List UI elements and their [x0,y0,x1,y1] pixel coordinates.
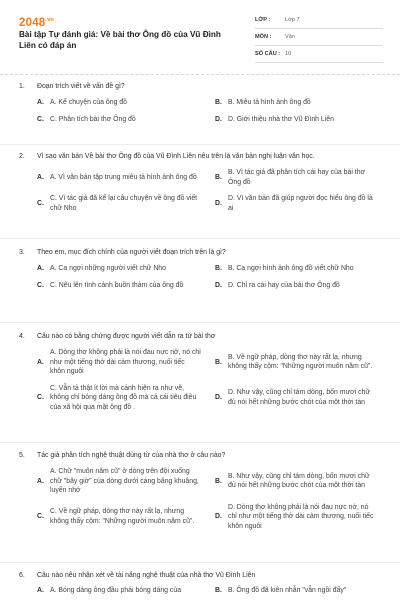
option-text: B. Ca ngợi hình ảnh ông đồ viết chữ Nho [228,265,354,272]
option-letter: B. [215,358,222,366]
option-letter: A. [37,477,44,485]
option-text: D. Chỉ ra cái hay của bài thơ Ông đồ [228,281,340,289]
answer-option-b[interactable] [215,586,383,596]
meta-label: MÔN : [255,34,272,40]
answer-option-a[interactable] [37,348,205,377]
answer-option-d[interactable] [215,503,383,532]
option-letter: B. [215,173,222,181]
question-2 [19,152,383,220]
option-text: D. Như vậy, cũng chỉ tám dòng, bốn mươi chữ đủ nói hết những bước chót của một thời tàn [228,389,370,406]
question-6 [19,571,383,600]
question-number: 4. [19,333,25,340]
answer-options [37,168,383,220]
option-text: A. Vì văn bản tập trung miêu tả hình ảnh ông đồ [50,173,197,181]
option-letter: A. [37,265,44,272]
meta-subject [255,29,383,46]
option-letter: C. [37,513,44,520]
question-number: 3. [19,249,25,256]
answer-option-a[interactable] [37,467,205,496]
question-divider [0,562,400,563]
option-letter: D. [215,199,222,207]
option-text: C. Vẫn tả thật ít lời mà cảnh hiện ra như vẽ, không chỉ bóng dáng ông đồ mà cả cái tiêu điều của xã hội qua mặt ông đồ . [50,384,197,411]
answer-option-c[interactable] [37,115,205,125]
option-text: D. Dòng thơ không phải là nói đau nực nở, nó chỉ như một tiếng thở dài cảm thương, nuối tiếc khôn nguôi [228,503,374,530]
answer-option-b[interactable] [215,348,383,377]
question-divider [0,238,400,239]
question-1 [19,82,383,131]
option-letter: C. [37,199,44,207]
option-letter: A. [37,173,44,181]
meta-value: Văn [285,34,295,40]
answer-option-d[interactable] [215,281,383,291]
option-letter: D. [215,394,222,401]
question-stem [19,248,383,257]
option-text: C. Về ngữ pháp, dòng thơ này rất lạ, nhưng không thấy cộm: "Những người muôn năm cũ". [50,508,195,525]
answer-option-a[interactable] [37,98,205,108]
answer-option-a[interactable] [37,168,205,187]
answer-option-b[interactable] [215,467,383,496]
question-text: Tác giả phân tích nghệ thuật dùng từ của nhà thơ ở câu nào? [37,452,226,459]
option-text: C. Nêu lên tình cảnh buồn thảm của ông đồ [50,281,184,289]
option-letter: D. [215,513,222,520]
question-stem [19,152,383,161]
question-5 [19,451,383,538]
question-number: 6. [19,572,25,579]
option-letter: C. [37,281,44,289]
answer-option-d[interactable] [215,384,383,413]
question-stem [19,571,383,580]
worksheet-meta [255,12,383,63]
option-text: C. Phân tích bài thơ Ông đồ [50,115,136,123]
option-text: A. Kể chuyện của ông đồ [50,99,128,106]
meta-value: Lớp 7 [285,17,300,23]
answer-options [37,98,383,131]
question-text: Theo em, mục đích chính của người viết đoạn trích trên là gì? [37,249,226,256]
option-letter: B. [215,477,222,485]
answer-option-b[interactable] [215,98,383,108]
answer-options [37,586,383,600]
header-divider [0,74,400,75]
page-title: Bài tập Tự đánh giá: Về bài thơ Ông đồ của Vũ Đình Liên có đáp án [19,30,221,50]
question-divider [0,442,400,443]
question-number: 1. [19,83,25,90]
question-text: Câu nào nêu nhận xét về tài năng nghệ thuật của nhà thơ Vũ Đình Liên [37,572,256,579]
option-letter: B. [215,265,222,272]
option-text: D. Giới thiệu nhà thơ Vũ Đình Liên [228,115,334,123]
answer-option-b[interactable] [215,168,383,187]
option-text: B. Như vậy, cũng chỉ tám dòng, bốn mươi chữ đủ nói hết những bước chót của một thời tàn [228,472,370,490]
option-text: A. Chữ "muôn năm cũ" ở dòng trên đội xuống chữ "bây giờ" của dòng dưới càng bâng khuâng, luyến nhớ [50,468,199,494]
question-text: Vì sao văn bản Về bài thơ Ông đồ của Vũ Đình Liên nêu trên là văn bản nghị luận văn học. [37,153,315,160]
question-number: 5. [19,452,25,459]
option-letter: D. [215,115,222,123]
option-letter: B. [215,587,222,594]
question-stem [19,451,383,460]
option-text: C. Vì tác giả đã kể lại câu chuyện về ông đồ viết chữ Nho [50,195,198,212]
option-letter: A. [37,587,44,594]
site-logo[interactable] [19,17,54,29]
question-number: 2. [19,153,25,160]
answer-option-d[interactable] [215,115,383,125]
answer-option-c[interactable] [37,503,205,532]
option-text: A. Bóng dáng ông đầu phải bóng dáng của [50,587,182,594]
answer-option-a[interactable] [37,586,205,596]
meta-question-count [255,46,383,63]
meta-label: LỚP : [255,17,271,23]
option-letter: A. [37,99,44,106]
logo-main: 2048 [19,17,46,29]
option-text: A. Dòng thơ không phải là nói đau nực nở, nó chỉ như một tiếng thở dài cảm thương, nuối tiếc khôn nguôi [50,349,201,375]
question-text: Câu nào có bằng chứng được người viết dẫn ra từ bài thơ [37,333,216,340]
question-divider [0,322,400,323]
question-stem [19,82,383,91]
option-letter: C. [37,115,44,123]
answer-options [37,467,383,538]
answer-option-d[interactable] [215,194,383,213]
question-text: Đoạn trích viết về vấn đề gì? [37,83,125,90]
question-divider [0,144,400,145]
meta-grade [255,12,383,29]
answer-options [37,348,383,419]
logo-suffix: .vn [45,17,54,23]
question-stem [19,332,383,341]
answer-option-b[interactable] [215,264,383,274]
worksheet-header [0,0,400,62]
option-text: B. Ông đồ đã kiên nhẫn "vẫn ngồi đấy" [228,587,347,594]
answer-option-c[interactable] [37,281,205,291]
answer-options [37,264,383,297]
answer-option-c[interactable] [37,384,205,413]
meta-label: SỐ CÂU : [255,51,281,57]
option-letter: A. [37,358,44,366]
option-letter: C. [37,394,44,401]
answer-option-a[interactable] [37,264,205,274]
option-text: B. Miêu tả hình ảnh ông đồ [228,99,311,106]
answer-option-c[interactable] [37,194,205,213]
question-4 [19,332,383,419]
option-text: D. Vì văn bản đã giúp người đọc hiểu ông đồ là ai [228,195,373,212]
option-letter: D. [215,281,222,289]
meta-value: 10 [285,51,292,57]
question-3 [19,248,383,297]
option-text: B. Về ngữ pháp, dòng thơ này rất lạ, nhưng không thấy cộm: "Những người muôn năm cũ". [228,353,373,371]
option-letter: B. [215,99,222,106]
option-text: B. Vì tác giả đã phân tích cái hay của bài thơ Ông đồ [228,169,366,186]
option-text: A. Ca ngợi những người viết chữ Nho [50,265,166,272]
